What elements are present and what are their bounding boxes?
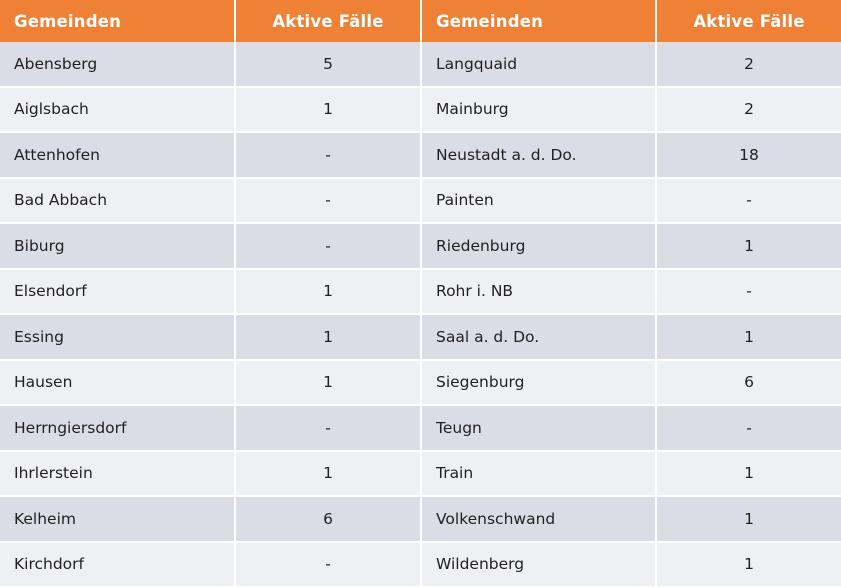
active-cases-right: -: [656, 405, 841, 451]
municipality-name-left: Essing: [0, 314, 235, 360]
municipality-name-right: Neustadt a. d. Do.: [421, 132, 656, 178]
table-header: [0, 0, 841, 42]
municipality-name-left: Elsendorf: [0, 269, 235, 315]
municipality-name-right: Siegenburg: [421, 360, 656, 406]
table-body: [0, 42, 841, 587]
table-row: [0, 314, 841, 360]
active-cases-left: -: [235, 223, 421, 269]
active-cases-right: 1: [656, 451, 841, 497]
table-row: [0, 42, 841, 87]
active-cases-left: 1: [235, 314, 421, 360]
municipality-name-right: Teugn: [421, 405, 656, 451]
active-cases-right: -: [656, 178, 841, 224]
municipality-name-right: Volkenschwand: [421, 496, 656, 542]
municipality-name-right: Riedenburg: [421, 223, 656, 269]
table-row: [0, 360, 841, 406]
table-row: [0, 405, 841, 451]
municipality-name-left: Aiglsbach: [0, 87, 235, 133]
table-row: [0, 132, 841, 178]
column-header-active-cases-right: Aktive Fälle: [656, 0, 841, 42]
active-cases-right: 2: [656, 87, 841, 133]
active-cases-right: 1: [656, 542, 841, 588]
column-header-municipality-left: Gemeinden: [0, 0, 235, 42]
municipality-name-right: Langquaid: [421, 42, 656, 87]
municipality-name-right: Painten: [421, 178, 656, 224]
active-cases-left: 1: [235, 360, 421, 406]
municipality-name-right: Train: [421, 451, 656, 497]
municipality-name-right: Wildenberg: [421, 542, 656, 588]
active-cases-right: -: [656, 269, 841, 315]
active-cases-right: 1: [656, 496, 841, 542]
active-cases-right: 1: [656, 314, 841, 360]
municipality-name-right: Mainburg: [421, 87, 656, 133]
municipality-name-left: Herrngiersdorf: [0, 405, 235, 451]
active-cases-right: 2: [656, 42, 841, 87]
active-cases-right: 6: [656, 360, 841, 406]
table-row: [0, 542, 841, 588]
municipality-name-left: Biburg: [0, 223, 235, 269]
table-row: [0, 269, 841, 315]
active-cases-left: 6: [235, 496, 421, 542]
active-cases-left: -: [235, 542, 421, 588]
active-cases-left: -: [235, 405, 421, 451]
active-cases-left: -: [235, 178, 421, 224]
active-cases-left: 1: [235, 269, 421, 315]
active-cases-left: 1: [235, 451, 421, 497]
table-row: [0, 451, 841, 497]
table-row: [0, 178, 841, 224]
table-row: [0, 87, 841, 133]
active-cases-right: 18: [656, 132, 841, 178]
municipality-name-left: Kelheim: [0, 496, 235, 542]
column-header-active-cases-left: Aktive Fälle: [235, 0, 421, 42]
header-row: [0, 0, 841, 42]
active-cases-left: 5: [235, 42, 421, 87]
municipality-name-left: Kirchdorf: [0, 542, 235, 588]
table-row: [0, 496, 841, 542]
municipality-name-left: Bad Abbach: [0, 178, 235, 224]
municipality-name-left: Attenhofen: [0, 132, 235, 178]
municipality-name-right: Saal a. d. Do.: [421, 314, 656, 360]
municipality-name-left: Abensberg: [0, 42, 235, 87]
active-cases-left: 1: [235, 87, 421, 133]
municipality-name-left: Hausen: [0, 360, 235, 406]
municipality-name-left: Ihrlerstein: [0, 451, 235, 497]
active-cases-right: 1: [656, 223, 841, 269]
municipality-name-right: Rohr i. NB: [421, 269, 656, 315]
column-header-municipality-right: Gemeinden: [421, 0, 656, 42]
table-row: [0, 223, 841, 269]
active-cases-left: -: [235, 132, 421, 178]
